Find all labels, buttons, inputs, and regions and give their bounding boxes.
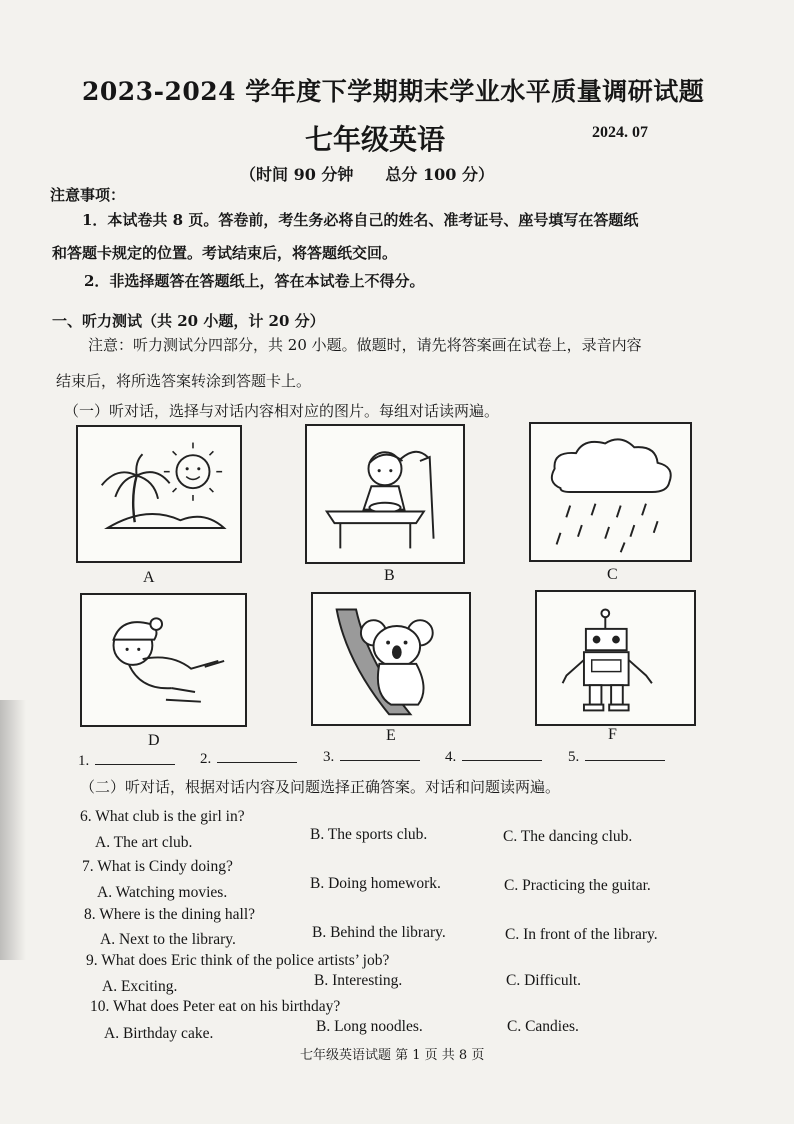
- notice-heading: 注意事项：: [50, 186, 126, 204]
- notice-item-2: 2．非选择题答在答题纸上，答在本试卷上不得分。: [84, 272, 425, 290]
- question-6-option-a[interactable]: A. The art club.: [95, 834, 193, 851]
- picture-label-c: C: [607, 566, 618, 583]
- girl-eating-icon: [307, 426, 463, 562]
- notice-item-1-cont: 和答题卡规定的位置。考试结束后，将答题纸交回。: [52, 244, 398, 262]
- picture-e: [311, 592, 471, 726]
- question-9-option-a[interactable]: A. Exciting.: [102, 978, 178, 995]
- question-7-option-b[interactable]: B. Doing homework.: [310, 875, 441, 892]
- picture-d: [80, 593, 247, 727]
- scan-shadow: [0, 700, 26, 960]
- question-8: 8. Where is the dining hall?: [84, 906, 256, 923]
- robot-icon: [537, 592, 694, 724]
- question-9: 9. What does Eric think of the police artists’ job?: [86, 952, 390, 969]
- question-10: 10. What does Peter eat on his birthday?: [90, 998, 341, 1015]
- section1-note-cont: 结束后，将所选答案转涂到答题卡上。: [56, 372, 312, 390]
- question-8-option-a[interactable]: A. Next to the library.: [100, 931, 236, 948]
- question-6: 6. What club is the girl in?: [80, 808, 245, 825]
- answer-blank-5[interactable]: 5.: [568, 748, 665, 766]
- picture-c: [529, 422, 692, 562]
- question-6-option-c[interactable]: C. The dancing club.: [503, 828, 633, 845]
- palm-island-sun-icon: [78, 427, 240, 561]
- question-10-option-a[interactable]: A. Birthday cake.: [104, 1025, 214, 1042]
- ice-skater-icon: [82, 595, 245, 725]
- answer-blank-1[interactable]: 1.: [78, 752, 175, 770]
- question-7-option-a[interactable]: A. Watching movies.: [97, 884, 228, 901]
- section1-heading: 一、听力测试（共 20 小题，计 20 分）: [52, 312, 325, 330]
- time-info: （时间 90 分钟 总分 100 分）: [240, 165, 494, 184]
- subject-title: 七年级英语: [305, 123, 446, 156]
- exam-title: 2023-2024 学年度下学期期末学业水平质量调研试题: [82, 77, 705, 106]
- question-8-option-b[interactable]: B. Behind the library.: [312, 924, 446, 941]
- question-10-option-b[interactable]: B. Long noodles.: [316, 1018, 423, 1035]
- question-8-option-c[interactable]: C. In front of the library.: [505, 926, 658, 943]
- answer-blank-3[interactable]: 3.: [323, 748, 420, 766]
- part1-instruction: （一）听对话，选择与对话内容相对应的图片。每组对话读两遍。: [64, 402, 500, 420]
- picture-b: [305, 424, 465, 564]
- picture-label-d: D: [148, 732, 160, 749]
- question-7-option-c[interactable]: C. Practicing the guitar.: [504, 877, 651, 894]
- picture-label-e: E: [386, 727, 396, 744]
- picture-label-a: A: [143, 569, 155, 586]
- rain-cloud-icon: [531, 424, 690, 560]
- answer-blank-2[interactable]: 2.: [200, 750, 297, 768]
- question-7: 7. What is Cindy doing?: [82, 858, 233, 875]
- picture-a: [76, 425, 242, 563]
- picture-label-b: B: [384, 567, 395, 584]
- part2-instruction: （二）听对话，根据对话内容及问题选择正确答案。对话和问题读两遍。: [80, 778, 561, 796]
- notice-item-1: 1．本试卷共 8 页。答卷前，考生务必将自己的姓名、准考证号、座号填写在答题纸: [82, 211, 639, 229]
- picture-f: [535, 590, 696, 726]
- question-6-option-b[interactable]: B. The sports club.: [310, 826, 428, 843]
- section1-note: 注意：听力测试分四部分，共 20 小题。做题时，请先将答案画在试卷上，录音内容: [88, 336, 642, 354]
- picture-label-f: F: [608, 726, 617, 743]
- question-9-option-b[interactable]: B. Interesting.: [314, 972, 403, 989]
- answer-blank-4[interactable]: 4.: [445, 748, 542, 766]
- exam-date: 2024. 07: [592, 124, 648, 141]
- question-10-option-c[interactable]: C. Candies.: [507, 1018, 579, 1035]
- question-9-option-c[interactable]: C. Difficult.: [506, 972, 582, 989]
- page-footer: 七年级英语试题 第 1 页 共 8 页: [300, 1048, 485, 1063]
- koala-icon: [313, 594, 469, 724]
